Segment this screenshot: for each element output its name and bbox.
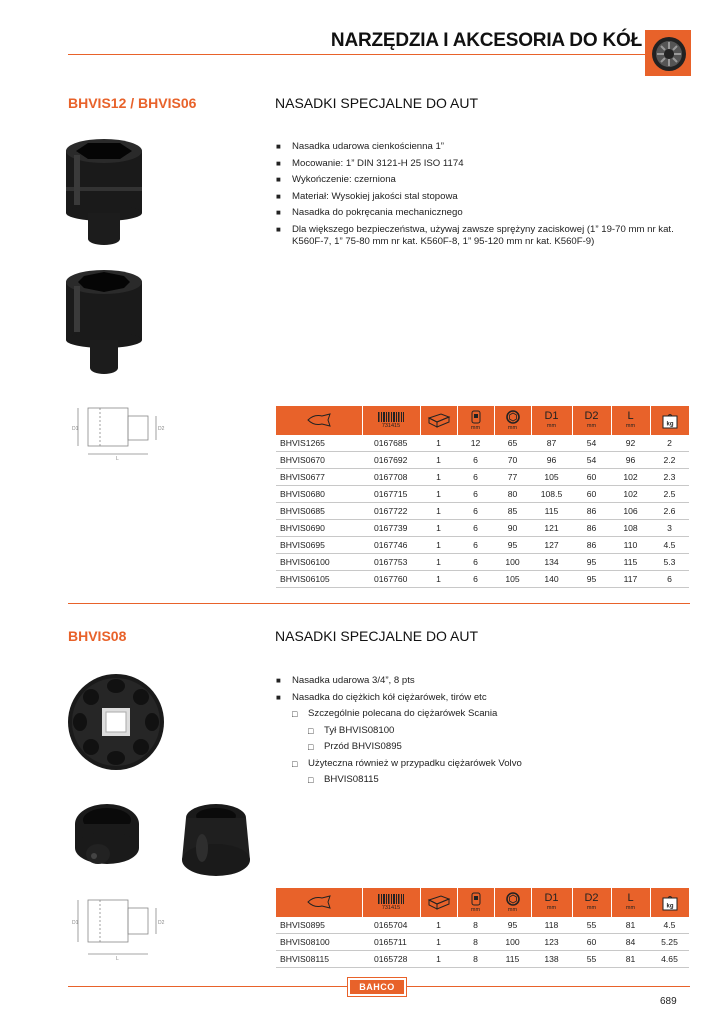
kg-label: kg	[666, 421, 674, 427]
d1-unit: mm	[546, 423, 557, 430]
table-cell: 105	[494, 570, 531, 587]
table-cell: 140	[531, 570, 572, 587]
page-number: 689	[660, 996, 677, 1007]
table-cell: 127	[531, 536, 572, 553]
feature-item: ■ Nasadka do pokręcania mechanicznego	[276, 207, 688, 219]
l-header: L	[627, 892, 634, 905]
socket-dimension-drawing-2	[70, 892, 165, 967]
table-cell: 70	[494, 452, 531, 469]
table-cell: BHVIS0895	[276, 917, 362, 934]
table-cell: 0167739	[362, 519, 420, 536]
points-unit: mm	[470, 424, 481, 431]
table-cell: 0165711	[362, 934, 420, 951]
table-cell: 2.2	[650, 452, 689, 469]
table-cell: BHVIS06100	[276, 553, 362, 570]
table-cell: 108.5	[531, 486, 572, 503]
hex-size-icon	[494, 406, 531, 435]
table-cell: 81	[611, 951, 650, 968]
table-cell: 8	[457, 917, 494, 934]
table-cell: 6	[457, 503, 494, 520]
table-cell: 6	[650, 570, 689, 587]
table-cell: 1	[420, 486, 457, 503]
weight-icon	[650, 888, 689, 917]
table-row	[276, 951, 689, 968]
table-cell: 121	[531, 519, 572, 536]
table-cell: 1	[420, 553, 457, 570]
feature-item: □ Szczególnie polecana do ciężarówek Scania	[276, 708, 688, 720]
table-cell: 96	[531, 452, 572, 469]
weight-icon	[650, 406, 689, 435]
socket-6pt-image	[64, 137, 144, 254]
table-cell: 123	[531, 934, 572, 951]
table-cell: 1	[420, 469, 457, 486]
table-cell: 0167692	[362, 452, 420, 469]
table-cell: 6	[457, 570, 494, 587]
svg-text:D2: D2	[158, 920, 165, 926]
table-row	[276, 570, 689, 587]
feature-item: ■ Nasadka udarowa 3/4”, 8 pts	[276, 675, 688, 687]
table-cell: 6	[457, 536, 494, 553]
table-cell: 1	[420, 951, 457, 968]
table-cell: 8	[457, 951, 494, 968]
feature-item: □ Użyteczna również w przypadku ciężarówek Volvo	[276, 758, 688, 770]
page-title: NARZĘDZIA I AKCESORIA DO KÓŁ	[330, 30, 642, 51]
socket-8pt-side-image	[72, 800, 142, 883]
socket-8pt-top-image	[66, 672, 166, 777]
bahco-logo: BAHCO	[348, 978, 406, 996]
d2-unit: mm	[586, 905, 597, 912]
table-cell: 96	[611, 452, 650, 469]
svg-text:L: L	[116, 456, 119, 462]
table-cell: 95	[572, 553, 611, 570]
table-cell: 55	[572, 917, 611, 934]
table-row	[276, 435, 689, 452]
table-cell: 4.65	[650, 951, 689, 968]
table-cell: 0167722	[362, 503, 420, 520]
d2-header: D2	[584, 410, 599, 423]
table-cell: 1	[420, 452, 457, 469]
table-cell: 115	[494, 951, 531, 968]
table-cell: 90	[494, 519, 531, 536]
d2-unit: mm	[586, 423, 597, 430]
table-cell: 95	[494, 917, 531, 934]
section1-title: NASADKI SPECJALNE DO AUT	[275, 95, 479, 111]
table-cell: 65	[494, 435, 531, 452]
table-cell: 86	[572, 536, 611, 553]
table-cell: 0167746	[362, 536, 420, 553]
section1-features	[276, 141, 688, 252]
socket-12pt-image	[64, 268, 144, 385]
table-cell: 87	[531, 435, 572, 452]
table-cell: 3	[650, 519, 689, 536]
table-cell: 77	[494, 469, 531, 486]
l-header: L	[627, 410, 634, 423]
section1-code: BHVIS12 / BHVIS06	[68, 95, 197, 111]
socket-dimension-drawing	[70, 400, 165, 467]
table-cell: 2.6	[650, 503, 689, 520]
l-unit: mm	[625, 905, 636, 912]
wheel-icon	[645, 30, 691, 76]
table-cell: 102	[611, 486, 650, 503]
table-cell: 115	[611, 553, 650, 570]
table-cell: 0167753	[362, 553, 420, 570]
svg-text:D2: D2	[158, 426, 165, 432]
table-row	[276, 486, 689, 503]
table-cell: 95	[572, 570, 611, 587]
header-rule	[68, 54, 646, 55]
barcode-icon	[362, 406, 420, 435]
table-cell: 55	[572, 951, 611, 968]
section-divider	[68, 603, 690, 604]
table-cell: 1	[420, 934, 457, 951]
table-cell: 117	[611, 570, 650, 587]
table-cell: BHVIS0677	[276, 469, 362, 486]
feature-item: ■ Materiał: Wysokiej jakości stal stopowa	[276, 191, 688, 203]
points-icon	[457, 888, 494, 917]
table-cell: 0167685	[362, 435, 420, 452]
table-cell: 60	[572, 934, 611, 951]
hex-unit: mm	[507, 424, 518, 431]
feature-item: ■ Wykończenie: czerniona	[276, 174, 688, 186]
package-icon	[420, 888, 457, 917]
fish-icon	[276, 888, 362, 917]
table-cell: 110	[611, 536, 650, 553]
table-row	[276, 553, 689, 570]
section1-table	[276, 406, 689, 588]
table-cell: BHVIS0680	[276, 486, 362, 503]
table-cell: 106	[611, 503, 650, 520]
feature-item: ■ Nasadka udarowa cienkościenna 1”	[276, 141, 688, 153]
table-cell: 108	[611, 519, 650, 536]
table-cell: 2.5	[650, 486, 689, 503]
table-cell: 118	[531, 917, 572, 934]
table-cell: 0165704	[362, 917, 420, 934]
table-cell: BHVIS0685	[276, 503, 362, 520]
table-cell: 4.5	[650, 917, 689, 934]
table-cell: 1	[420, 519, 457, 536]
table-cell: 100	[494, 553, 531, 570]
table-cell: 81	[611, 917, 650, 934]
table-cell: 115	[531, 503, 572, 520]
table-cell: 6	[457, 452, 494, 469]
table-cell: BHVIS0670	[276, 452, 362, 469]
table-cell: 1	[420, 917, 457, 934]
table-row	[276, 469, 689, 486]
svg-text:D1: D1	[72, 920, 79, 926]
feature-item: □ Tył BHVIS08100	[276, 725, 688, 737]
table-cell: 0165728	[362, 951, 420, 968]
fish-icon	[276, 406, 362, 435]
kg-label: kg	[666, 903, 674, 909]
table-cell: 6	[457, 469, 494, 486]
d1-header: D1	[544, 892, 559, 905]
table-cell: 60	[572, 486, 611, 503]
table-cell: 92	[611, 435, 650, 452]
table-row	[276, 917, 689, 934]
table-cell: 102	[611, 469, 650, 486]
barcode-prefix: 731415	[381, 904, 401, 911]
section2-code: BHVIS08	[68, 628, 127, 644]
table-cell: BHVIS1265	[276, 435, 362, 452]
hex-unit: mm	[507, 906, 518, 913]
table-cell: 2	[650, 435, 689, 452]
table-cell: 100	[494, 934, 531, 951]
table-cell: 0167708	[362, 469, 420, 486]
svg-text:D1: D1	[72, 426, 79, 432]
table-cell: BHVIS0690	[276, 519, 362, 536]
svg-text:L: L	[116, 956, 119, 962]
table-row	[276, 519, 689, 536]
feature-item: □ BHVIS08115	[276, 774, 688, 786]
table-cell: 138	[531, 951, 572, 968]
socket-8pt-angle-image	[172, 800, 254, 887]
barcode-prefix: 731415	[381, 422, 401, 429]
table-cell: 2.3	[650, 469, 689, 486]
table-cell: 0167760	[362, 570, 420, 587]
d1-header: D1	[544, 410, 559, 423]
table-cell: 0167715	[362, 486, 420, 503]
table-cell: 84	[611, 934, 650, 951]
d2-header: D2	[584, 892, 599, 905]
table-cell: BHVIS08100	[276, 934, 362, 951]
table-cell: 6	[457, 486, 494, 503]
table-cell: 4.5	[650, 536, 689, 553]
table-cell: 86	[572, 503, 611, 520]
table-cell: 5.25	[650, 934, 689, 951]
d1-unit: mm	[546, 905, 557, 912]
table-cell: BHVIS0695	[276, 536, 362, 553]
table-cell: 134	[531, 553, 572, 570]
table-cell: 1	[420, 536, 457, 553]
hex-size-icon	[494, 888, 531, 917]
l-unit: mm	[625, 423, 636, 430]
table-cell: 5.3	[650, 553, 689, 570]
feature-item: ■ Dla większego bezpieczeństwa, używaj zawsze sprężyny zaciskowej (1” 19-70 mm nr kat. K560F-7, 1” 75-80 mm nr kat. K560F-8, 1” 95-120 mm nr kat. K560F-9)	[276, 224, 688, 248]
table-row	[276, 536, 689, 553]
table-header-row	[276, 888, 689, 917]
package-icon	[420, 406, 457, 435]
table-row	[276, 503, 689, 520]
table-cell: 1	[420, 503, 457, 520]
table-cell: 85	[494, 503, 531, 520]
section2-features	[276, 675, 688, 791]
table-cell: 8	[457, 934, 494, 951]
feature-item: □ Przód BHVIS0895	[276, 741, 688, 753]
table-cell: 6	[457, 553, 494, 570]
table-cell: BHVIS06105	[276, 570, 362, 587]
table-cell: 80	[494, 486, 531, 503]
table-row	[276, 452, 689, 469]
table-cell: 6	[457, 519, 494, 536]
feature-item: ■ Nasadka do ciężkich kół ciężarówek, tirów etc	[276, 692, 688, 704]
table-header-row	[276, 406, 689, 435]
points-icon	[457, 406, 494, 435]
table-cell: BHVIS08115	[276, 951, 362, 968]
table-cell: 54	[572, 452, 611, 469]
table-cell: 60	[572, 469, 611, 486]
table-cell: 12	[457, 435, 494, 452]
table-cell: 54	[572, 435, 611, 452]
table-cell: 86	[572, 519, 611, 536]
table-cell: 95	[494, 536, 531, 553]
table-row	[276, 934, 689, 951]
section2-title: NASADKI SPECJALNE DO AUT	[275, 628, 479, 644]
table-cell: 1	[420, 570, 457, 587]
barcode-icon	[362, 888, 420, 917]
table-cell: 1	[420, 435, 457, 452]
feature-item: ■ Mocowanie: 1” DIN 3121-H 25 ISO 1174	[276, 158, 688, 170]
section2-table	[276, 888, 689, 968]
points-unit: mm	[470, 906, 481, 913]
table-cell: 105	[531, 469, 572, 486]
